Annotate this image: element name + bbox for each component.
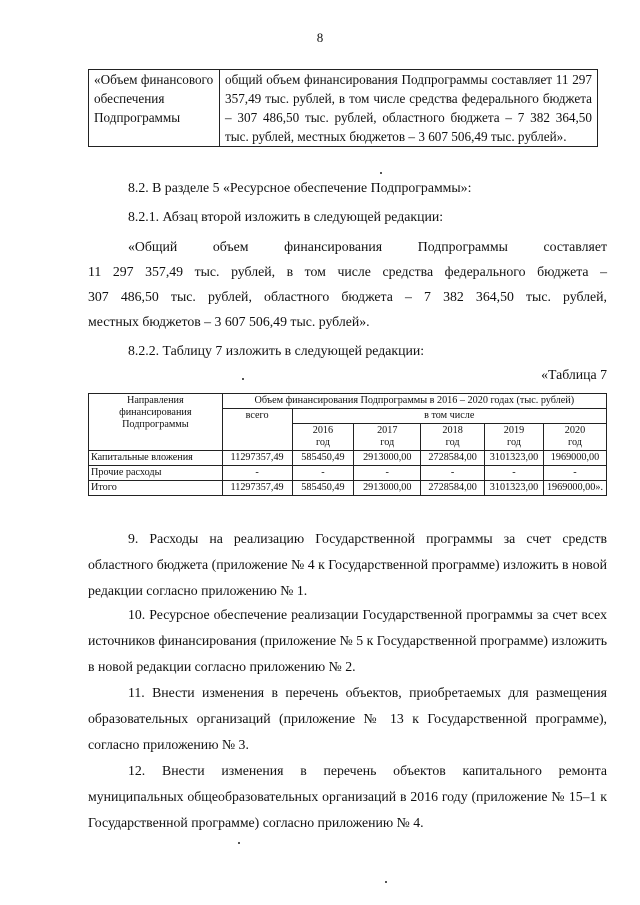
header-year-unit: год xyxy=(292,437,354,451)
header-year-unit: год xyxy=(354,437,421,451)
row-total: - xyxy=(222,466,292,481)
row-total: 11297357,49 xyxy=(222,451,292,466)
row-value: - xyxy=(543,466,606,481)
passport-table xyxy=(88,69,598,147)
header-year-unit: год xyxy=(543,437,606,451)
row-value: 585450,49 xyxy=(292,451,354,466)
scan-speck xyxy=(380,172,382,174)
quote-line-2: 11 297 357,49 тыс. рублей, в том числе средства федерального бюджета – xyxy=(88,264,607,279)
header-direction: Направления финансирования Подпрограммы xyxy=(89,394,223,451)
paragraph-8-2-1: 8.2.1. Абзац второй изложить в следующей редакции: xyxy=(128,209,444,224)
header-year: 2020 xyxy=(543,424,606,438)
paragraph-11: 11. Внести изменения в перечень объектов, приобретаемых для размещения образовательных организаций (приложение № 13 к Государственной программе), согласно приложению № 3. xyxy=(88,685,607,752)
quote-line-1: «Общий объем финансирования Подпрограммы составляет xyxy=(128,239,607,254)
header-total: всего xyxy=(222,409,292,451)
paragraph-8-2: 8.2. В разделе 5 «Ресурсное обеспечение Подпрограммы»: xyxy=(128,180,472,195)
passport-value: общий объем финансирования Подпрограммы составляет 11 297 357,49 тыс. рублей, в том числе средства федерального бюджета – 307 486,50 тыс. рублей, областного бюджета – 7 382 364,50 тыс. рублей, местных бюджетов – 3 607 506,49 тыс. рублей». xyxy=(220,70,598,147)
table-caption: «Таблица 7 xyxy=(541,367,607,382)
header-year: 2019 xyxy=(485,424,544,438)
row-value: - xyxy=(292,466,354,481)
scan-speck xyxy=(385,881,387,883)
row-value: 3101323,00 xyxy=(485,451,544,466)
row-value: 1969000,00». xyxy=(543,481,606,496)
scan-speck xyxy=(242,378,244,380)
paragraph-8-2-2: 8.2.2. Таблицу 7 изложить в следующей редакции: xyxy=(128,343,425,358)
table-row xyxy=(89,451,607,466)
header-year: 2018 xyxy=(421,424,485,438)
scan-speck xyxy=(238,842,240,844)
row-value: 2728584,00 xyxy=(421,481,485,496)
row-value: 2728584,00 xyxy=(421,451,485,466)
paragraph-12: 12. Внести изменения в перечень объектов капитального ремонта муниципальных общеобразовательных организаций в 2016 году (приложение № 15–1 к Государственной программе) согласно приложению № 4. xyxy=(88,763,607,830)
financing-table xyxy=(88,393,607,496)
quote-line-3: 307 486,50 тыс. рублей, областного бюджета – 7 382 364,50 тыс. рублей, xyxy=(88,289,607,304)
row-value: - xyxy=(485,466,544,481)
paragraph-10: 10. Ресурсное обеспечение реализации Государственной программы за счет всех источников финансирования (приложение № 5 к Государственной программе) изложить в новой редакции согласно приложению № 2. xyxy=(88,607,607,674)
paragraph-9: 9. Расходы на реализацию Государственной программы за счет средств областного бюджета (приложение № 4 к Государственной программе) изложить в новой редакции согласно приложению № 1. xyxy=(88,531,607,598)
row-value: 1969000,00 xyxy=(543,451,606,466)
row-value: 2913000,00 xyxy=(354,451,421,466)
passport-label: «Объем финансового обеспечения Подпрограммы xyxy=(89,70,220,147)
row-name: Итого xyxy=(89,481,223,496)
quote-line-4: местных бюджетов – 3 607 506,49 тыс. рублей». xyxy=(88,314,370,329)
row-name: Прочие расходы xyxy=(89,466,223,481)
header-volume: Объем финансирования Подпрограммы в 2016 – 2020 годах (тыс. рублей) xyxy=(222,394,606,409)
table-row xyxy=(89,481,607,496)
row-value: - xyxy=(421,466,485,481)
header-year: 2016 xyxy=(292,424,354,438)
header-year-unit: год xyxy=(485,437,544,451)
header-including: в том числе xyxy=(292,409,606,424)
row-value: 2913000,00 xyxy=(354,481,421,496)
row-total: 11297357,49 xyxy=(222,481,292,496)
header-year-unit: год xyxy=(421,437,485,451)
table-row xyxy=(89,466,607,481)
row-value: 3101323,00 xyxy=(485,481,544,496)
row-name: Капитальные вложения xyxy=(89,451,223,466)
row-value: - xyxy=(354,466,421,481)
page-number: 8 xyxy=(316,30,324,45)
passport-row xyxy=(89,70,598,147)
header-year: 2017 xyxy=(354,424,421,438)
row-value: 585450,49 xyxy=(292,481,354,496)
